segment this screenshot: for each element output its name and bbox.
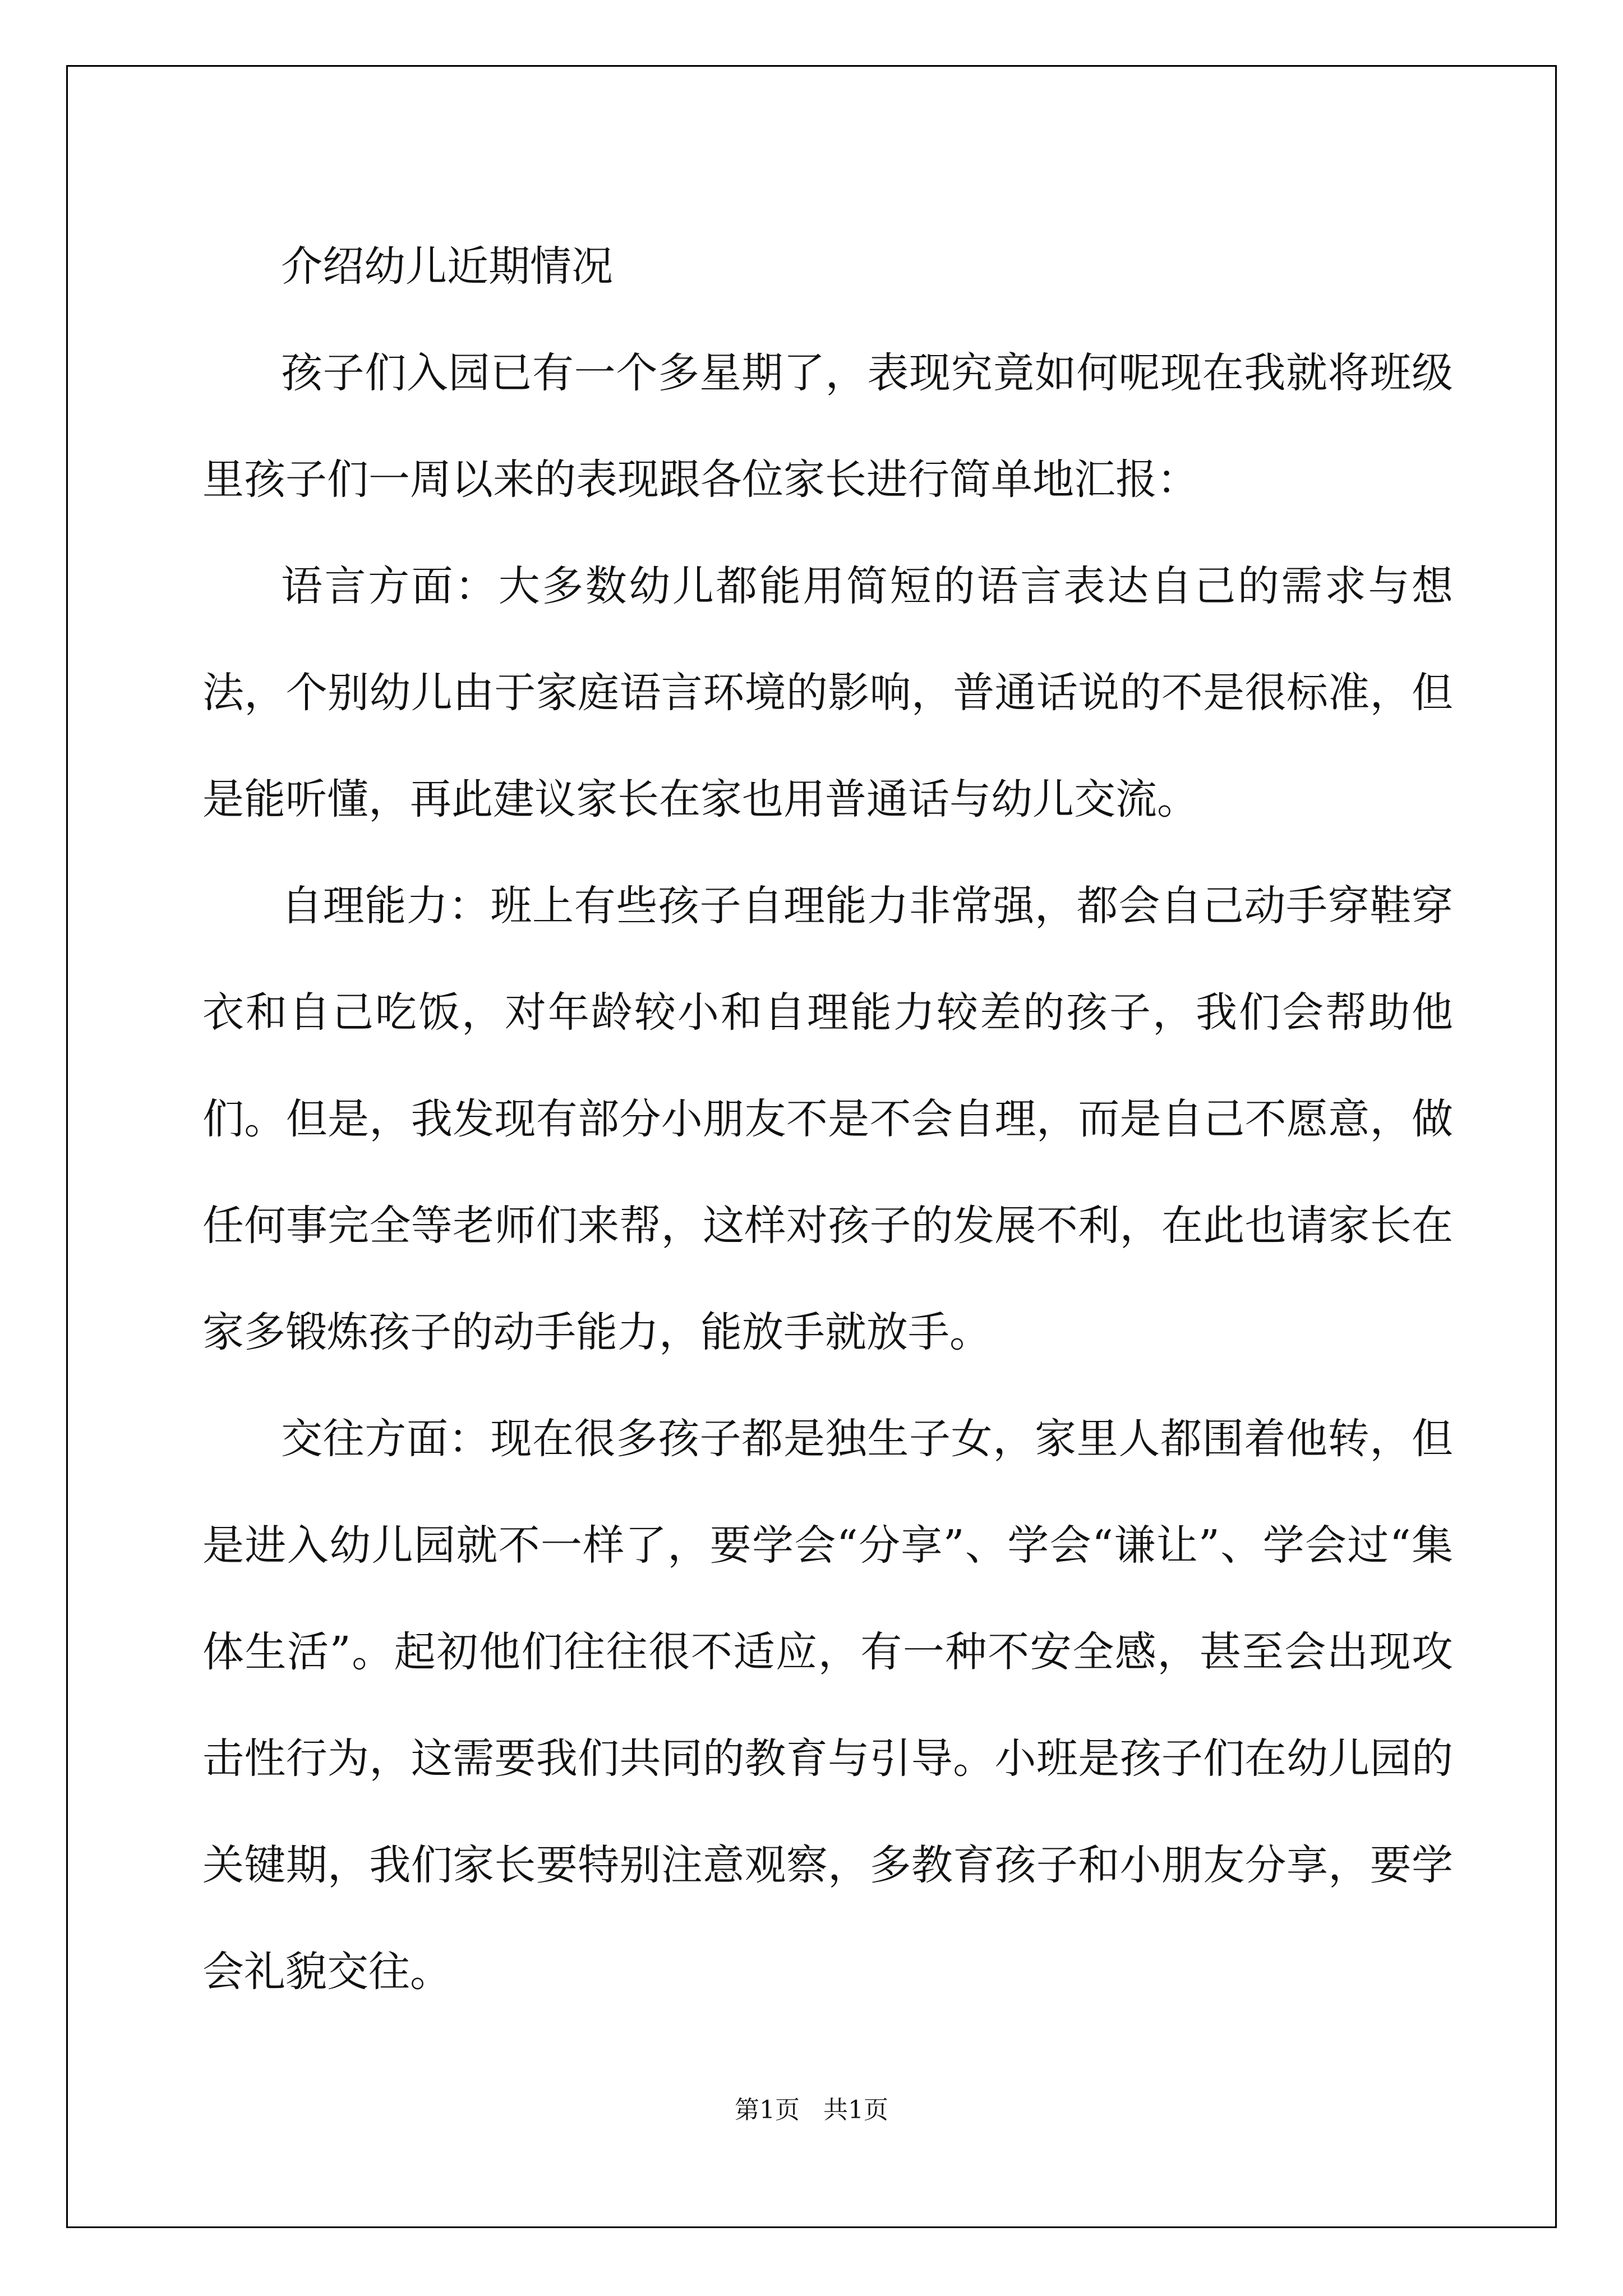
paragraph-intro: 孩子们入园已有一个多星期了，表现究竟如何呢现在我就将班级里孩子们一周以来的表现跟各位家长进行简单地汇报： [202, 349, 1453, 504]
page-footer [0, 2090, 1623, 2125]
paragraph-social: 交往方面：现在很多孩子都是独生子女，家里人都围着他转，但是进入幼儿园就不一样了，要学会“分享”、学会“谦让”、学会过“集体生活”。起初他们往往很不适应，有一种不安全感，甚至会出现攻击性行为，这需要我们共同的教育与引导。小班是孩子们在幼儿园的关键期，我们家长要特别注意观察，多教育孩子和小朋友分享，要学会礼貌交往。 [202, 1415, 1453, 1996]
document-body [202, 213, 1453, 2025]
document-title: 介绍幼儿近期情况 [281, 242, 613, 291]
paragraph-language: 语言方面：大多数幼儿都能用简短的语言表达自己的需求与想法，个别幼儿由于家庭语言环境的影响，普通话说的不是很标准，但是能听懂，再此建议家长在家也用普通话与幼儿交流。 [202, 562, 1453, 823]
page-number: 第1页 共1页 [735, 2096, 888, 2124]
paragraph-self-care: 自理能力：班上有些孩子自理能力非常强，都会自己动手穿鞋穿衣和自己吃饭，对年龄较小和自理能力较差的孩子，我们会帮助他们。但是，我发现有部分小朋友不是不会自理，而是自己不愿意，做任何事完全等老师们来帮，这样对孩子的发展不利，在此也请家长在家多锻炼孩子的动手能力，能放手就放手。 [202, 882, 1453, 1356]
